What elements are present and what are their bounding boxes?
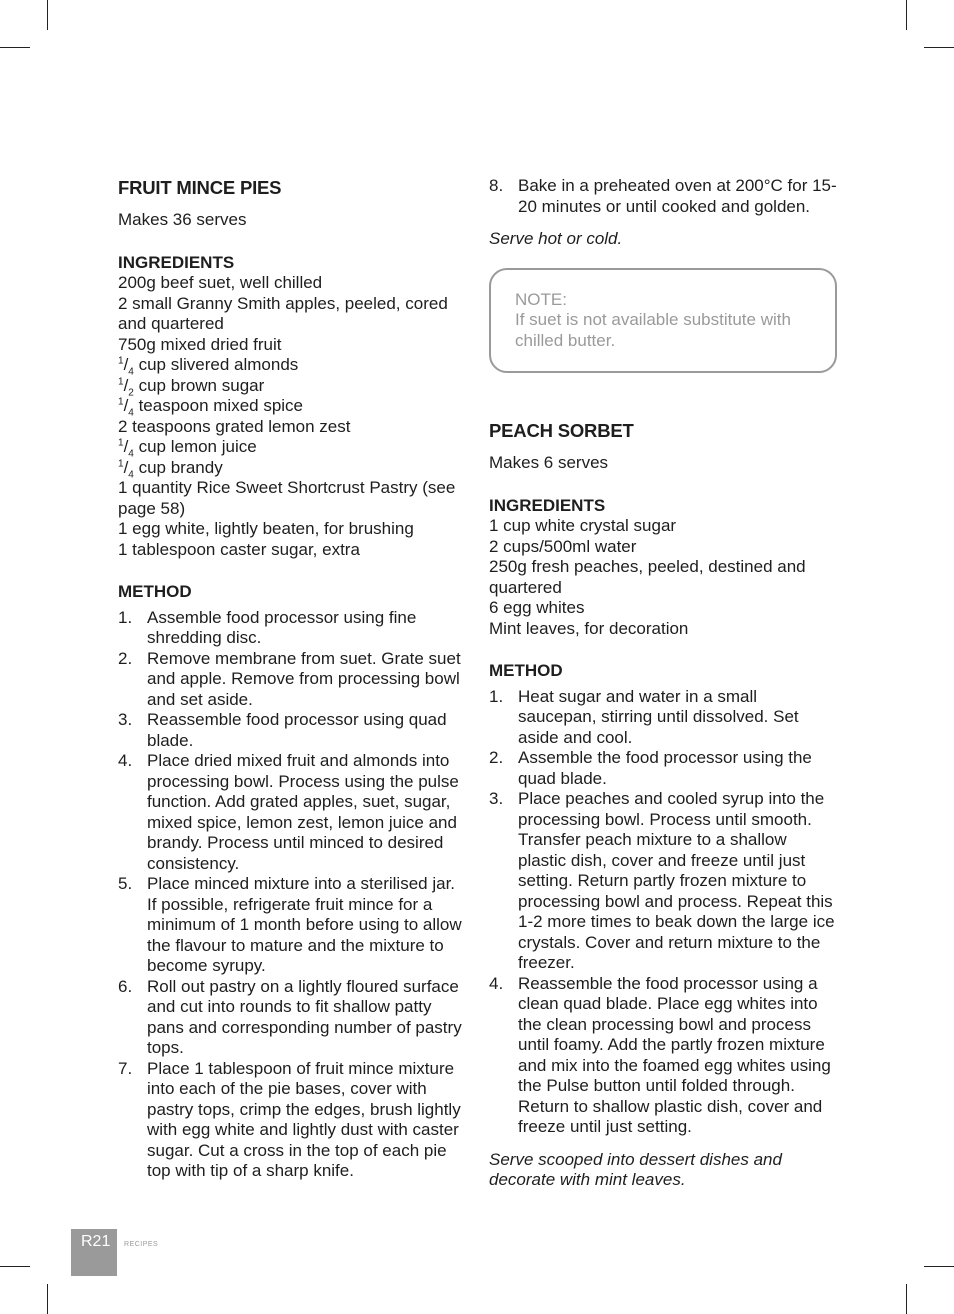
note-label: NOTE: [515,289,567,309]
ingredient: $^1/_4$ cup lemon juice [118,437,257,460]
method-step: 8. Bake in a preheated oven at 200°C for 15-20 minutes or until cooked and golden. [489,176,837,216]
ingredients-list [118,273,468,560]
peach-sorbet-recipe [489,419,839,1191]
crop-mark-top-right-v [906,0,907,30]
crop-mark-top-left-v [47,0,48,30]
serves: Makes 6 serves [489,453,609,472]
method-step: 1. Heat sugar and water in a small saucepan, stirring until dissolved. Set aside and cool. [489,686,799,747]
fruit-mince-pies-recipe [118,176,468,1182]
ingredient: 250g fresh peaches, peeled, destined and quartered [489,557,806,597]
serve-final: Serve scooped into dessert dishes and decorate with mint leaves. [489,1149,782,1189]
ingredient: 2 cups/500ml water [489,536,637,556]
ingredient: 1 tablespoon caster sugar, extra [118,539,360,559]
crop-mark-bottom-left-v [47,1284,48,1314]
method-heading: METHOD [489,661,563,680]
crop-mark-top-right-h [924,47,954,48]
ingredient: 1 egg white, lightly beaten, for brushing [118,519,414,538]
method-step: 2. Remove membrane from suet. Grate suet and apple. Remove from processing bowl and set aside. [118,648,461,709]
ingredient: $^1/_4$ cup brandy [118,457,223,480]
ingredient: 1 cup white crystal sugar [489,516,677,535]
ingredient: $^1/_2$ cup brown sugar [118,375,265,398]
ingredient: 750g mixed dried fruit [118,334,282,354]
method-step: 1. Assemble food processor using fine shredding disc. [118,607,417,647]
ingredient: $^1/_4$ teaspoon mixed spice [118,396,304,419]
ingredients-heading: INGREDIENTS [489,495,606,515]
page-number: R21 [81,1233,111,1250]
method-step: 4. Place dried mixed fruit and almonds into processing bowl. Process using the pulse function. Add grated apples, suet, sugar, mixed spice, lemon zest, lemon juice and brandy. Process until minced to desired consistency. [118,751,459,873]
section-label: RECIPES [124,1241,159,1248]
crop-mark-bottom-right-h [924,1266,954,1267]
method-step: 3. Reassemble food processor using quad blade. [118,710,447,750]
right-column [489,176,839,1191]
note-box [489,268,837,374]
page-number-badge [71,1229,117,1276]
serves: Makes 36 serves [118,210,247,229]
crop-mark-bottom-right-v [906,1284,907,1314]
ingredients-list [489,516,839,639]
note-text: If suet is not available substitute with chilled butter. [515,310,791,350]
recipe-title: FRUIT MINCE PIES [118,177,282,198]
ingredient: 200g beef suet, well chilled [118,273,323,292]
ingredient: Mint leaves, for decoration [489,618,689,638]
method-step: 3. Place peaches and cooled syrup into the processing bowl. Process until smooth. Transfer peach mixture to a shallow plastic dish, cover and freeze until just setting. Return partly frozen mixture to processing bowl and process. Repeat this 1-2 more times to beak down the large ice crystals. Cover and return mixture to the freezer. [489,789,835,972]
ingredient: 2 small Granny Smith apples, peeled, cored and quartered [118,293,448,333]
crop-mark-bottom-left-h [0,1266,30,1267]
ingredient: 2 teaspoons grated lemon zest [118,416,351,436]
recipe-title: PEACH SORBET [489,420,634,441]
method-step: 6. Roll out pastry on a lightly floured surface and cut into rounds to fit shallow patty pans and corresponding number of pastry tops. [118,976,462,1057]
crop-mark-top-left-h [0,47,30,48]
method-step: 4. Reassemble the food processor using a clean quad blade. Place egg whites into the clean processing bowl and process until foamy. Add the partly frozen mixture and mix into the foamed egg whites using the Pulse button until folded through. Return to shallow plastic dish, cover and freeze until just setting. [489,973,831,1136]
ingredient: 1 quantity Rice Sweet Shortcrust Pastry (see page 58) [118,478,456,518]
ingredient: $^1/_4$ cup slivered almonds [118,355,299,378]
method-step: 7. Place 1 tablespoon of fruit mince mixture into each of the pie bases, cover with pastry tops, crimp the edges, brush lightly with egg white and lightly dust with caster sugar. Cut a cross in the top of each pie top with tip of a sharp knife. [118,1058,461,1180]
ingredients-heading: INGREDIENTS [118,252,235,272]
method-list-continued [489,176,839,217]
method-step: 2. Assemble the food processor using the quad blade. [489,748,812,788]
ingredient: 6 egg whites [489,598,585,617]
method-list [489,687,839,1138]
serve-note: Serve hot or cold. [489,229,623,248]
method-heading: METHOD [118,582,192,601]
method-step: 5. Place minced mixture into a sterilised jar. If possible, refrigerate fruit mince for a minimum of 1 month before using to allow the flavour to mature and the mixture to become syrupy. [118,874,462,975]
method-list [118,608,468,1182]
